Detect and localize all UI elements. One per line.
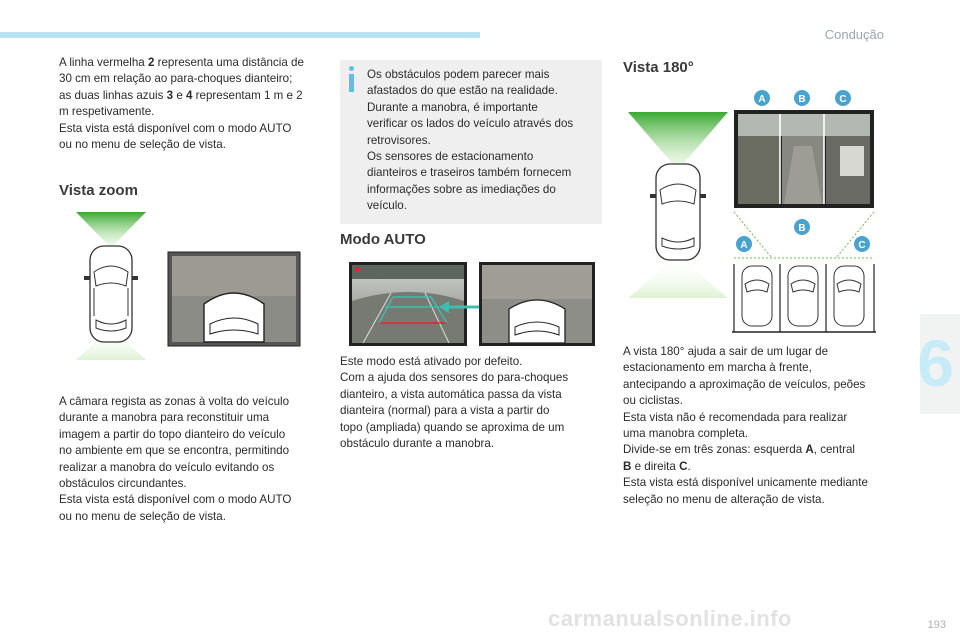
zone-label-a-top: [754, 90, 770, 106]
auto-heading: Modo AUTO: [340, 231, 426, 248]
camera-field-rear: [628, 256, 728, 298]
panoramic-camera-screen: [734, 110, 874, 208]
intro-paragraph: [59, 55, 304, 153]
text-line: Esta vista não é recomendada para realizar: [623, 410, 848, 424]
normal-front-view-screen: [349, 262, 467, 346]
vista-180-illustration: [622, 86, 884, 338]
zoom-view-illustration: [70, 212, 310, 360]
text-line: A câmara regista as zonas à volta do veículo: [59, 395, 290, 408]
text-line: 30 cm em relação ao para-choques dianteiro;: [59, 72, 293, 86]
text-line: realizar a manobra do veículo evitando os: [59, 460, 275, 474]
text-line: Os sensores de estacionamento: [367, 150, 534, 164]
zone-label-c-top: [835, 90, 851, 106]
vista-180-paragraph: [623, 344, 868, 508]
text-line: imagem a partir do topo dianteiro do veículo: [59, 427, 286, 441]
text-line: Esta vista está disponível com o modo AUTO: [59, 493, 292, 507]
svg-text:B: B: [798, 94, 806, 105]
zoom-heading: Vista zoom: [59, 182, 138, 199]
text-line: B e direita C.: [623, 459, 691, 473]
zoom-paragraph: [59, 394, 291, 525]
svg-text:C: C: [839, 94, 847, 105]
car-top-view: [84, 246, 138, 342]
text-line: Esta vista está disponível unicamente mediante: [623, 476, 868, 490]
text-line: Divide-se em três zonas: esquerda A, central: [623, 443, 855, 457]
text-line: ou no menu de seleção de vista.: [59, 138, 226, 152]
zoom-camera-screen: [168, 252, 300, 346]
zone-label-a: [736, 236, 752, 252]
info-note-text: [367, 67, 573, 215]
text-line: no ambiente em que se encontra, permitindo: [59, 444, 290, 458]
text-line: ou no menu de seleção de vista.: [59, 509, 226, 523]
text-line: antecipando a aproximação de veículos, peões: [623, 377, 866, 391]
section-label: Condução: [824, 27, 884, 42]
svg-text:C: C: [858, 240, 866, 251]
zone-boundary-lines: [734, 212, 874, 258]
parking-row: [732, 264, 876, 332]
text-line: ou ciclistas.: [623, 394, 683, 408]
text-line: Os obstáculos podem parecer mais: [367, 68, 550, 81]
car-top-view: [650, 164, 706, 260]
text-line: Este modo está ativado por defeito.: [340, 355, 523, 368]
text-line: seleção no menu de alteração de vista.: [623, 492, 825, 506]
text-line: durante a manobra para reconstituir uma: [59, 411, 270, 425]
text-line: A linha vermelha 2 representa uma distância de: [59, 56, 304, 69]
text-line: afastados do que estão na realidade.: [367, 84, 558, 98]
text-line: obstáculo durante a manobra.: [340, 437, 495, 451]
text-line: Com a ajuda dos sensores do para-choques: [340, 371, 569, 385]
text-line: informações sobre as imediações do: [367, 182, 556, 196]
chapter-number: 6: [917, 326, 954, 400]
auto-mode-illustration: [349, 261, 597, 349]
svg-text:A: A: [758, 94, 766, 105]
text-line: uma manobra completa.: [623, 427, 749, 441]
zone-label-b-top: [794, 90, 810, 106]
info-note-box: [340, 60, 602, 224]
text-line: topo (ampliada) quando se aproxima de um: [340, 420, 565, 434]
footer-watermark: carmanualsonline.info: [548, 606, 792, 631]
zone-label-b: [794, 219, 810, 235]
text-line: A vista 180° ajuda a sair de um lugar de: [623, 345, 829, 358]
text-line: dianteira (normal) para a vista a partir do: [340, 404, 550, 418]
text-line: dianteiros e traseiros também fornecem: [367, 166, 572, 180]
auto-paragraph: [340, 354, 568, 452]
header-accent-bar: [0, 32, 480, 38]
text-line: obstáculos circundantes.: [59, 477, 187, 491]
text-line: veículo.: [367, 199, 407, 213]
text-line: Esta vista está disponível com o modo AUTO: [59, 121, 292, 135]
vista-180-heading: Vista 180°: [623, 59, 694, 76]
text-line: verificar os lados do veículo através dos: [367, 117, 574, 131]
page-number: 193: [927, 619, 946, 631]
text-line: dianteiro, a vista automática passa da vista: [340, 387, 562, 401]
zone-label-c: [854, 236, 870, 252]
text-line: m respetivamente.: [59, 105, 155, 119]
text-line: as duas linhas azuis 3 e 4 representam 1 m e 2: [59, 88, 303, 102]
camera-field-green: [76, 212, 146, 248]
svg-text:B: B: [798, 223, 806, 234]
text-line: estacionamento em marcha à frente,: [623, 361, 812, 375]
zoomed-top-view-screen: [479, 262, 595, 346]
info-icon: [348, 66, 354, 92]
text-line: Durante a manobra, é importante: [367, 100, 538, 114]
text-line: retrovisores.: [367, 133, 431, 147]
svg-text:A: A: [740, 240, 748, 251]
camera-field-green: [628, 112, 728, 170]
